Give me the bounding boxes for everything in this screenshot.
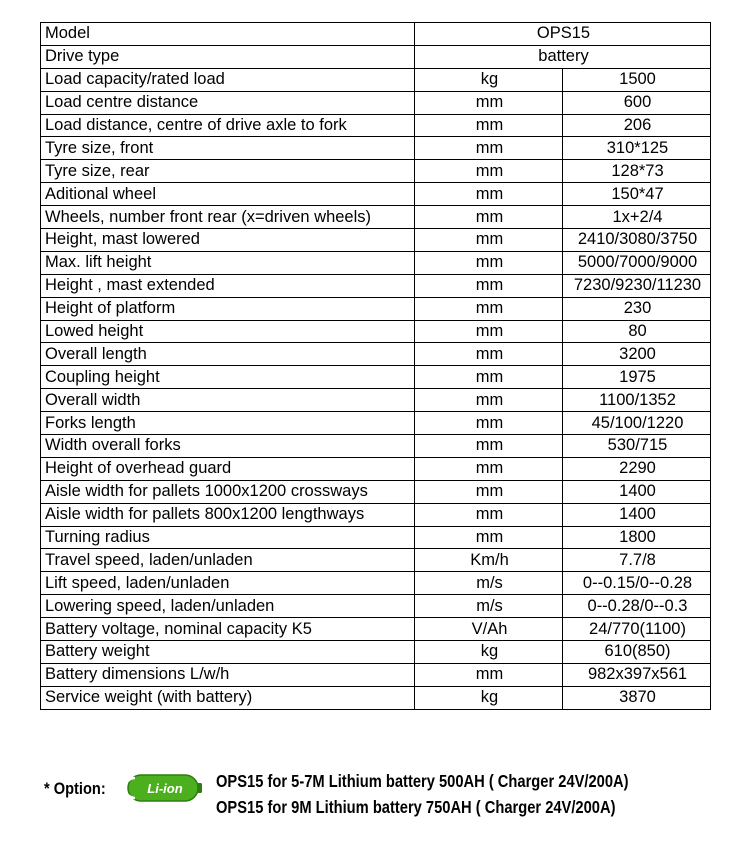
row-unit: mm [415,274,563,297]
row-value: 1400 [563,480,711,503]
table-row [41,137,711,160]
row-value: 1x+2/4 [563,206,711,229]
row-label: Load capacity/rated load [41,68,415,91]
row-unit: mm [415,663,563,686]
table-row [41,68,711,91]
table-row [41,160,711,183]
row-unit: mm [415,206,563,229]
spec-table [40,22,711,710]
row-label: Turning radius [41,526,415,549]
table-row [41,251,711,274]
row-unit: mm [415,160,563,183]
row-unit: mm [415,320,563,343]
table-row [41,503,711,526]
row-label: Load distance, centre of drive axle to fork [41,114,415,137]
table-row [41,412,711,435]
row-value: 982x397x561 [563,663,711,686]
row-unit: mm [415,343,563,366]
row-value: battery [415,45,711,68]
table-row [41,618,711,641]
row-label: Max. lift height [41,251,415,274]
row-label: Wheels, number front rear (x=driven wheels) [41,206,415,229]
table-row [41,229,711,252]
row-label: Drive type [41,45,415,68]
table-row [41,435,711,458]
row-unit: m/s [415,572,563,595]
row-unit: V/Ah [415,618,563,641]
row-value: 2290 [563,457,711,480]
row-label: Aisle width for pallets 1000x1200 crossways [41,480,415,503]
option-label: * Option: [44,779,106,798]
li-ion-battery-icon [126,768,204,808]
option-line-1: OPS15 for 5-7M Lithium battery 500AH ( Charger 24V/200A) [216,771,629,791]
table-row [41,114,711,137]
row-unit: mm [415,503,563,526]
row-value: 0--0.15/0--0.28 [563,572,711,595]
row-value: 206 [563,114,711,137]
row-unit: Km/h [415,549,563,572]
table-row [41,183,711,206]
row-unit: mm [415,297,563,320]
row-label: Width overall forks [41,435,415,458]
row-unit: mm [415,389,563,412]
row-value: 24/770(1100) [563,618,711,641]
table-row [41,45,711,68]
row-unit: mm [415,114,563,137]
row-value: 7.7/8 [563,549,711,572]
table-row [41,457,711,480]
row-unit: mm [415,183,563,206]
table-row [41,343,711,366]
row-value: 1800 [563,526,711,549]
row-value: 150*47 [563,183,711,206]
row-label: Height, mast lowered [41,229,415,252]
table-row [41,595,711,618]
row-label: Model [41,23,415,46]
row-value: 1400 [563,503,711,526]
row-value: 530/715 [563,435,711,458]
row-label: Load centre distance [41,91,415,114]
table-row [41,23,711,46]
row-value: 3870 [563,686,711,709]
row-label: Coupling height [41,366,415,389]
table-row [41,572,711,595]
row-label: Lowed height [41,320,415,343]
option-lines [216,768,707,820]
row-value: 5000/7000/9000 [563,251,711,274]
row-value: 45/100/1220 [563,412,711,435]
table-row [41,663,711,686]
row-unit: mm [415,137,563,160]
row-unit: kg [415,641,563,664]
row-label: Height , mast extended [41,274,415,297]
row-label: Aisle width for pallets 800x1200 lengthways [41,503,415,526]
row-value: 0--0.28/0--0.3 [563,595,711,618]
row-label: Battery weight [41,641,415,664]
row-label: Forks length [41,412,415,435]
row-value: 7230/9230/11230 [563,274,711,297]
row-unit: mm [415,251,563,274]
table-row [41,686,711,709]
row-label: Overall length [41,343,415,366]
row-label: Tyre size, front [41,137,415,160]
row-label: Height of overhead guard [41,457,415,480]
row-unit: mm [415,435,563,458]
table-row [41,526,711,549]
table-row [41,320,711,343]
option-line-2: OPS15 for 9M Lithium battery 750AH ( Charger 24V/200A) [216,797,616,817]
row-unit: mm [415,412,563,435]
row-label: Travel speed, laden/unladen [41,549,415,572]
table-row [41,206,711,229]
table-row [41,274,711,297]
row-value: OPS15 [415,23,711,46]
row-value: 310*125 [563,137,711,160]
table-row [41,366,711,389]
row-unit: mm [415,366,563,389]
row-value: 610(850) [563,641,711,664]
row-label: Battery voltage, nominal capacity K5 [41,618,415,641]
row-label: Lift speed, laden/unladen [41,572,415,595]
row-label: Battery dimensions L/w/h [41,663,415,686]
row-value: 1100/1352 [563,389,711,412]
table-row [41,389,711,412]
row-value: 1500 [563,68,711,91]
row-label: Service weight (with battery) [41,686,415,709]
table-row [41,549,711,572]
row-value: 80 [563,320,711,343]
row-value: 3200 [563,343,711,366]
row-label: Tyre size, rear [41,160,415,183]
row-value: 1975 [563,366,711,389]
li-ion-logo-text: Li-ion [147,781,183,796]
row-unit: m/s [415,595,563,618]
row-label: Lowering speed, laden/unladen [41,595,415,618]
row-value: 230 [563,297,711,320]
row-label: Overall width [41,389,415,412]
table-row [41,297,711,320]
row-value: 2410/3080/3750 [563,229,711,252]
table-row [41,91,711,114]
spec-table-body [41,23,711,710]
row-unit: mm [415,480,563,503]
table-row [41,641,711,664]
row-unit: kg [415,68,563,91]
option-section [44,768,724,828]
row-label: Aditional wheel [41,183,415,206]
row-unit: kg [415,686,563,709]
table-row [41,480,711,503]
row-label: Height of platform [41,297,415,320]
row-value: 128*73 [563,160,711,183]
row-unit: mm [415,91,563,114]
row-value: 600 [563,91,711,114]
row-unit: mm [415,526,563,549]
row-unit: mm [415,229,563,252]
row-unit: mm [415,457,563,480]
